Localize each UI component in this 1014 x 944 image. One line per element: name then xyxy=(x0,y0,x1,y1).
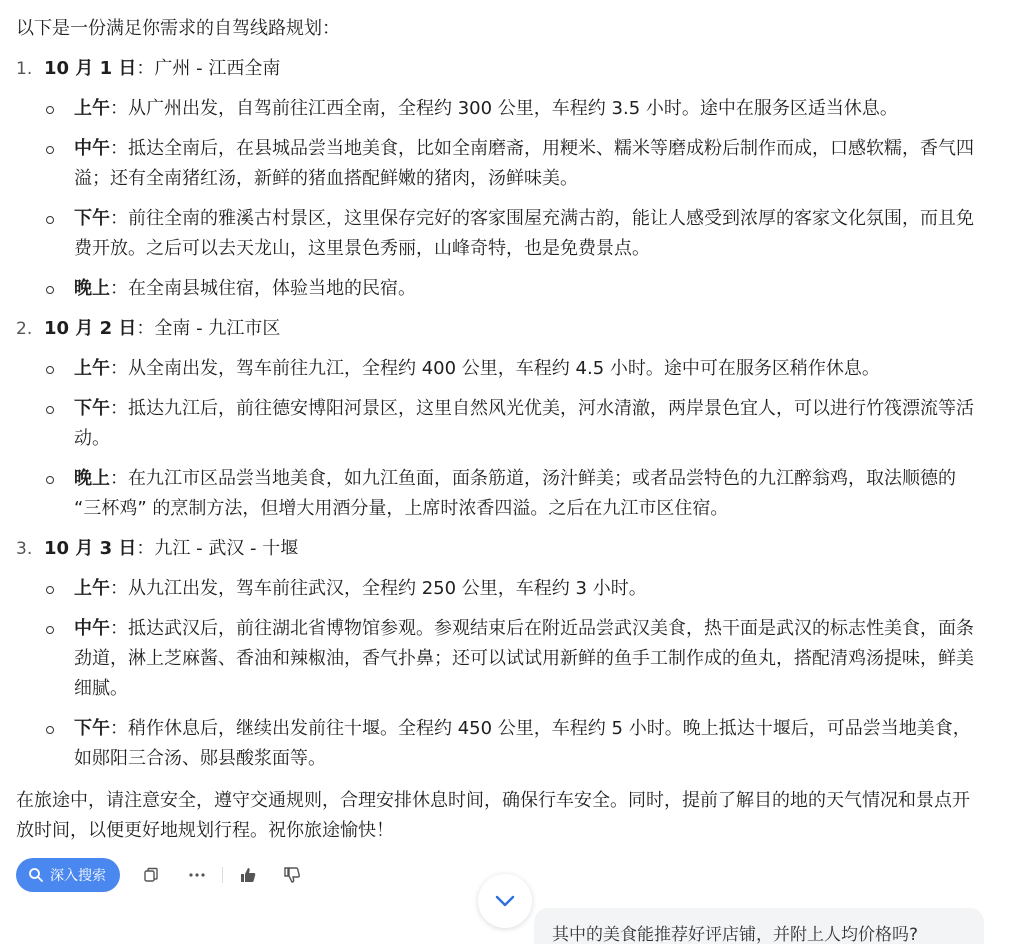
list-number: 2. xyxy=(16,319,33,339)
bullet-icon xyxy=(46,626,54,634)
item-label: 上午 xyxy=(74,578,110,599)
item-label: 上午 xyxy=(74,98,110,119)
thumbs-up-icon xyxy=(239,866,257,884)
search-icon xyxy=(28,867,44,883)
item-text: ：抵达武汉后，前往湖北省博物馆参观。参观结束后在附近品尝武汉美食，热干面是武汉的标志性美食，面条劲道，淋上芝麻酱、香油和辣椒油，香气扑鼻；还可以试试用新鲜的鱼手工制作成的鱼丸，搭配清鸡汤提味，鲜美细腻。 xyxy=(74,618,974,699)
list-item xyxy=(74,204,986,264)
bullet-icon xyxy=(46,366,54,374)
item-text: ：抵达九江后，前往德安博阳河景区，这里自然风光优美，河水清澈，两岸景色宜人，可以进行竹筏漂流等活动。 xyxy=(74,398,974,449)
day-date: 10 月 3 日 xyxy=(44,538,137,559)
bullet-icon xyxy=(46,146,54,154)
more-button[interactable] xyxy=(182,860,212,890)
chevron-down-icon xyxy=(495,895,515,907)
day-heading xyxy=(16,54,986,84)
list-item xyxy=(74,394,986,454)
more-icon xyxy=(188,872,206,878)
dislike-button[interactable] xyxy=(277,860,307,890)
bullet-icon xyxy=(46,476,54,484)
copy-button[interactable] xyxy=(136,860,166,890)
closing-text: 在旅途中，请注意安全，遵守交通规则，合理安排休息时间，确保行车安全。同时，提前了解目的地的天气情况和景点开放时间，以便更好地规划行程。祝你旅途愉快！ xyxy=(16,790,970,841)
list-item xyxy=(74,574,986,604)
item-text: ：在九江市区品尝当地美食，如九江鱼面，面条筋道，汤汁鲜美；或者品尝特色的九江醉翁鸡，取法顺德的 “三杯鸡” 的烹制方法，但增大用酒分量，上席时浓香四溢。之后在九江市区住宿。 xyxy=(74,468,956,519)
day-date: 10 月 2 日 xyxy=(44,318,137,339)
day-section xyxy=(16,54,986,304)
item-label: 晚上 xyxy=(74,278,110,299)
day-heading xyxy=(16,314,986,344)
item-text: ：从全南出发，驾车前往九江，全程约 400 公里，车程约 4.5 小时。途中可在服务区稍作休息。 xyxy=(110,358,880,379)
bullet-icon xyxy=(46,286,54,294)
list-item xyxy=(74,464,986,524)
day-section xyxy=(16,534,986,774)
like-button[interactable] xyxy=(233,860,263,890)
item-text: ：从广州出发，自驾前往江西全南，全程约 300 公里，车程约 3.5 小时。途中在服务区适当休息。 xyxy=(110,98,898,119)
list-item xyxy=(74,714,986,774)
thumbs-down-icon xyxy=(283,866,301,884)
list-item xyxy=(74,134,986,194)
bullet-icon xyxy=(46,406,54,414)
suggested-question[interactable]: 其中的美食能推荐好评店铺，并附上人均价格吗? xyxy=(534,908,984,944)
day-route: ：全南 - 九江市区 xyxy=(136,318,281,339)
day-date: 10 月 1 日 xyxy=(44,58,137,79)
day-section xyxy=(16,314,986,524)
day-route: ：广州 - 江西全南 xyxy=(136,58,281,79)
toolbar-divider xyxy=(222,867,223,883)
item-label: 晚上 xyxy=(74,468,110,489)
scroll-down-button[interactable] xyxy=(478,874,532,928)
item-text: ：稍作休息后，继续出发前往十堰。全程约 450 公里，车程约 5 小时。晚上抵达十堰后，可品尝当地美食，如郧阳三合汤、郧县酸浆面等。 xyxy=(74,718,971,769)
list-item xyxy=(74,274,986,304)
list-item xyxy=(74,354,986,384)
deep-search-button[interactable] xyxy=(16,858,120,892)
bullet-icon xyxy=(46,726,54,734)
bullet-icon xyxy=(46,586,54,594)
item-text: ：从九江出发，驾车前往武汉，全程约 250 公里，车程约 3 小时。 xyxy=(110,578,647,599)
item-label: 下午 xyxy=(74,718,110,739)
intro-text: 以下是一份满足你需求的自驾线路规划： xyxy=(16,18,340,39)
item-label: 中午 xyxy=(74,138,110,159)
day-heading xyxy=(16,534,986,564)
list-number: 1. xyxy=(16,59,33,79)
response-toolbar xyxy=(16,858,307,892)
list-item xyxy=(74,614,986,704)
deep-search-label: 深入搜索 xyxy=(50,867,106,883)
item-label: 中午 xyxy=(74,618,110,639)
item-label: 下午 xyxy=(74,208,110,229)
item-text: ：抵达全南后，在县城品尝当地美食，比如全南磨斋，用粳米、糯米等磨成粉后制作而成，口感软糯，香气四溢；还有全南猪红汤，新鲜的猪血搭配鲜嫩的猪肉，汤鲜味美。 xyxy=(74,138,974,189)
item-label: 下午 xyxy=(74,398,110,419)
bullet-icon xyxy=(46,106,54,114)
list-item xyxy=(74,94,986,124)
copy-icon xyxy=(143,867,159,883)
item-text: ：前往全南的雅溪古村景区，这里保存完好的客家围屋充满古韵，能让人感受到浓厚的客家文化氛围，而且免费开放。之后可以去天龙山，这里景色秀丽，山峰奇特，也是免费景点。 xyxy=(74,208,974,259)
item-label: 上午 xyxy=(74,358,110,379)
list-number: 3. xyxy=(16,539,33,559)
item-text: ：在全南县城住宿，体验当地的民宿。 xyxy=(110,278,416,299)
day-route: ：九江 - 武汉 - 十堰 xyxy=(136,538,299,559)
bullet-icon xyxy=(46,216,54,224)
